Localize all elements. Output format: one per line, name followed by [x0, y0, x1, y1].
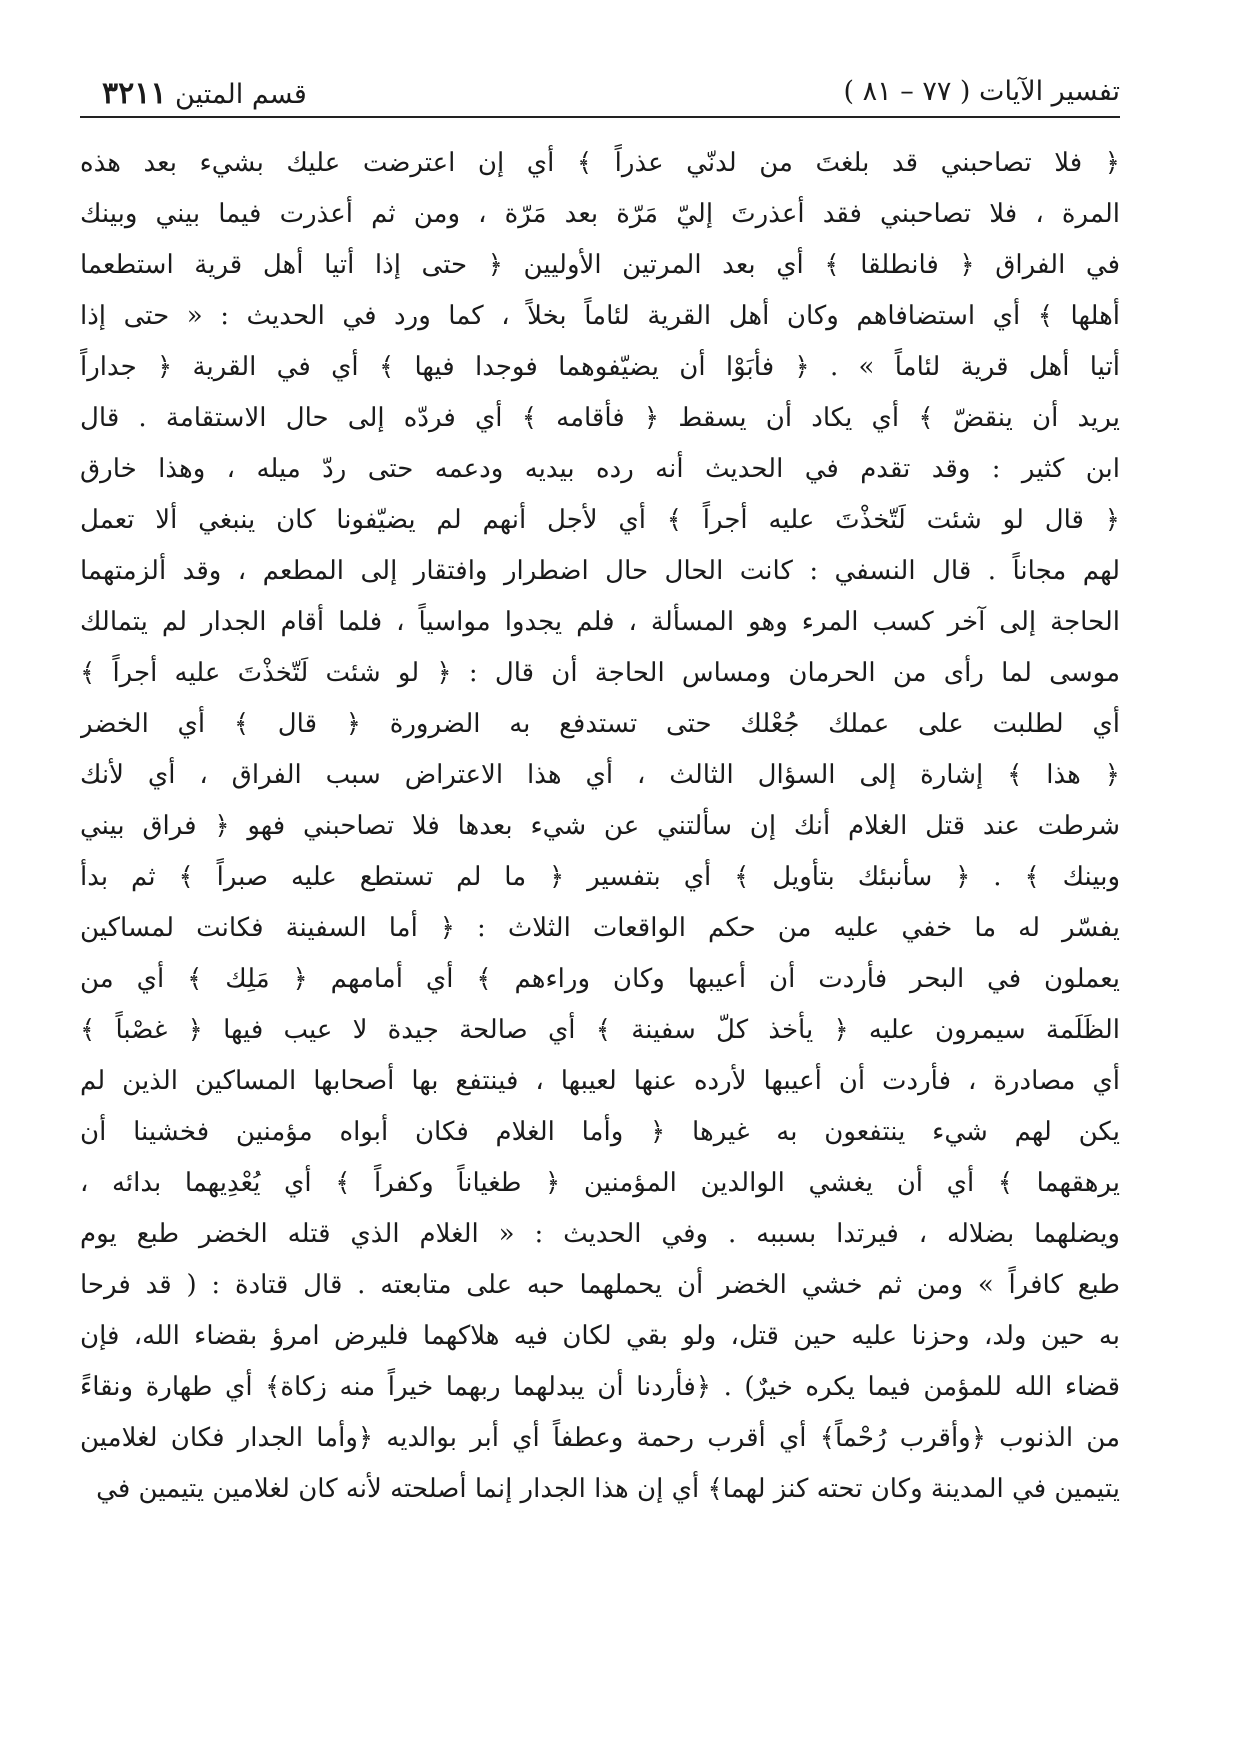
text-line: طبع كافراً » ومن ثم خشي الخضر أن يحملهما حبه على متابعته . قال قتادة : ( قد فرحا: [80, 1270, 1120, 1300]
text-line: به حين ولد، وحزنا عليه حين قتل، ولو بقي لكان فيه هلاكهما فليرض امرؤ بقضاء الله، فإن: [80, 1321, 1120, 1351]
header-left: [80, 76, 307, 111]
text-line: ويضلهما بضلاله ، فيرتدا بسببه . وفي الحديث : « الغلام الذي قتله الخضر طبع يوم: [80, 1219, 1120, 1249]
text-line: في الفراق ﴿ فانطلقا ﴾ أي بعد المرتين الأوليين ﴿ حتى إذا أتيا أهل قرية استطعما: [80, 250, 1120, 280]
section-title: قسم المتين: [175, 79, 307, 110]
body-text: [80, 138, 1120, 1515]
text-line: من الذنوب ﴿وأقرب رُحْماً﴾ أي أقرب رحمة وعطفاً أي أبر بوالديه ﴿وأما الجدار فكان لغلامين: [80, 1423, 1120, 1453]
text-line: شرطت عند قتل الغلام أنك إن سألتني عن شيء بعدها فلا تصاحبني فهو ﴿ فراق بيني: [80, 811, 1120, 841]
running-title: تفسير الآيات ( ٧٧ – ٨١ ): [843, 76, 1120, 107]
text-line: ﴿ فلا تصاحبني قد بلغتَ من لدنّي عذراً ﴾ أي إن اعترضت عليك بشيء بعد هذه: [80, 148, 1120, 178]
header-rule: [80, 116, 1120, 118]
text-line: لهم مجاناً . قال النسفي : كانت الحال حال اضطرار وافتقار إلى المطعم ، وقد ألزمتهما: [80, 556, 1120, 586]
text-line: ﴿ قال لو شئت لَتّخذْتَ عليه أجراً ﴾ أي لأجل أنهم لم يضيّفونا كان ينبغي ألا تعمل: [80, 505, 1120, 535]
page-header: [80, 70, 1120, 118]
text-line: يرهقهما ﴾ أي أن يغشي الوالدين المؤمنين ﴿ طغياناً وكفراً ﴾ أي يُعْدِيهما بدائه ،: [80, 1168, 1120, 1198]
text-line: ابن كثير : وقد تقدم في الحديث أنه رده بيديه ودعمه حتى ردّ ميله ، وهذا خارق: [80, 454, 1120, 484]
text-line: أهلها ﴾ أي استضافاهم وكان أهل القرية لئاماً بخلاً ، كما ورد في الحديث : « حتى إذا: [80, 301, 1120, 331]
text-line: يفسّر له ما خفي عليه من حكم الواقعات الثلاث : ﴿ أما السفينة فكانت لمساكين: [80, 913, 1120, 943]
text-line: يتيمين في المدينة وكان تحته كنز لهما﴾ أي إن هذا الجدار إنما أصلحته لأنه كان لغلامين يتيمين في: [96, 1474, 1120, 1504]
page-number: ٣٢١١: [102, 76, 167, 111]
text-line: المرة ، فلا تصاحبني فقد أعذرتَ إليّ مَرّة بعد مَرّة ، ومن ثم أعذرت فيما بيني وبينك: [80, 199, 1120, 229]
text-line: وبينك ﴾ . ﴿ سأنبئك بتأويل ﴾ أي بتفسير ﴿ ما لم تستطع عليه صبراً ﴾ ثم بدأ: [80, 862, 1120, 892]
text-line: أي مصادرة ، فأردت أن أعيبها لأرده عنها لعيبها ، فينتفع بها أصحابها المساكين الذين لم: [80, 1066, 1120, 1096]
text-line: يريد أن ينقضّ ﴾ أي يكاد أن يسقط ﴿ فأقامه ﴾ أي فردّه إلى حال الاستقامة . قال: [80, 403, 1120, 433]
text-line: الظَلَمة سيمرون عليه ﴿ يأخذ كلّ سفينة ﴾ أي صالحة جيدة لا عيب فيها ﴿ غصْباً ﴾: [80, 1015, 1120, 1045]
text-line: موسى لما رأى من الحرمان ومساس الحاجة أن قال : ﴿ لو شئت لَتّخذْتَ عليه أجراً ﴾: [80, 658, 1120, 688]
text-line: يكن لهم شيء ينتفعون به غيرها ﴿ وأما الغلام فكان أبواه مؤمنين فخشينا أن: [80, 1117, 1120, 1147]
text-line: أتيا أهل قرية لئاماً » . ﴿ فأبَوْا أن يضيّفوهما فوجدا فيها ﴾ أي في القرية ﴿ جداراً: [80, 352, 1120, 382]
text-line: قضاء الله للمؤمن فيما يكره خيرٌ) . ﴿فأردنا أن يبدلهما ربهما خيراً منه زكاة﴾ أي طهارة ونقاءً: [80, 1372, 1120, 1402]
text-line: الحاجة إلى آخر كسب المرء وهو المسألة ، فلم يجدوا مواسياً ، فلما أقام الجدار لم يتمالك: [80, 607, 1120, 637]
text-line: يعملون في البحر فأردت أن أعيبها وكان وراءهم ﴾ أي أمامهم ﴿ مَلِك ﴾ أي من: [80, 964, 1120, 994]
text-line: أي لطلبت على عملك جُعْلك حتى تستدفع به الضرورة ﴿ قال ﴾ أي الخضر: [80, 709, 1120, 739]
text-line: ﴿ هذا ﴾ إشارة إلى السؤال الثالث ، أي هذا الاعتراض سبب الفراق ، أي لأنك: [80, 760, 1120, 790]
